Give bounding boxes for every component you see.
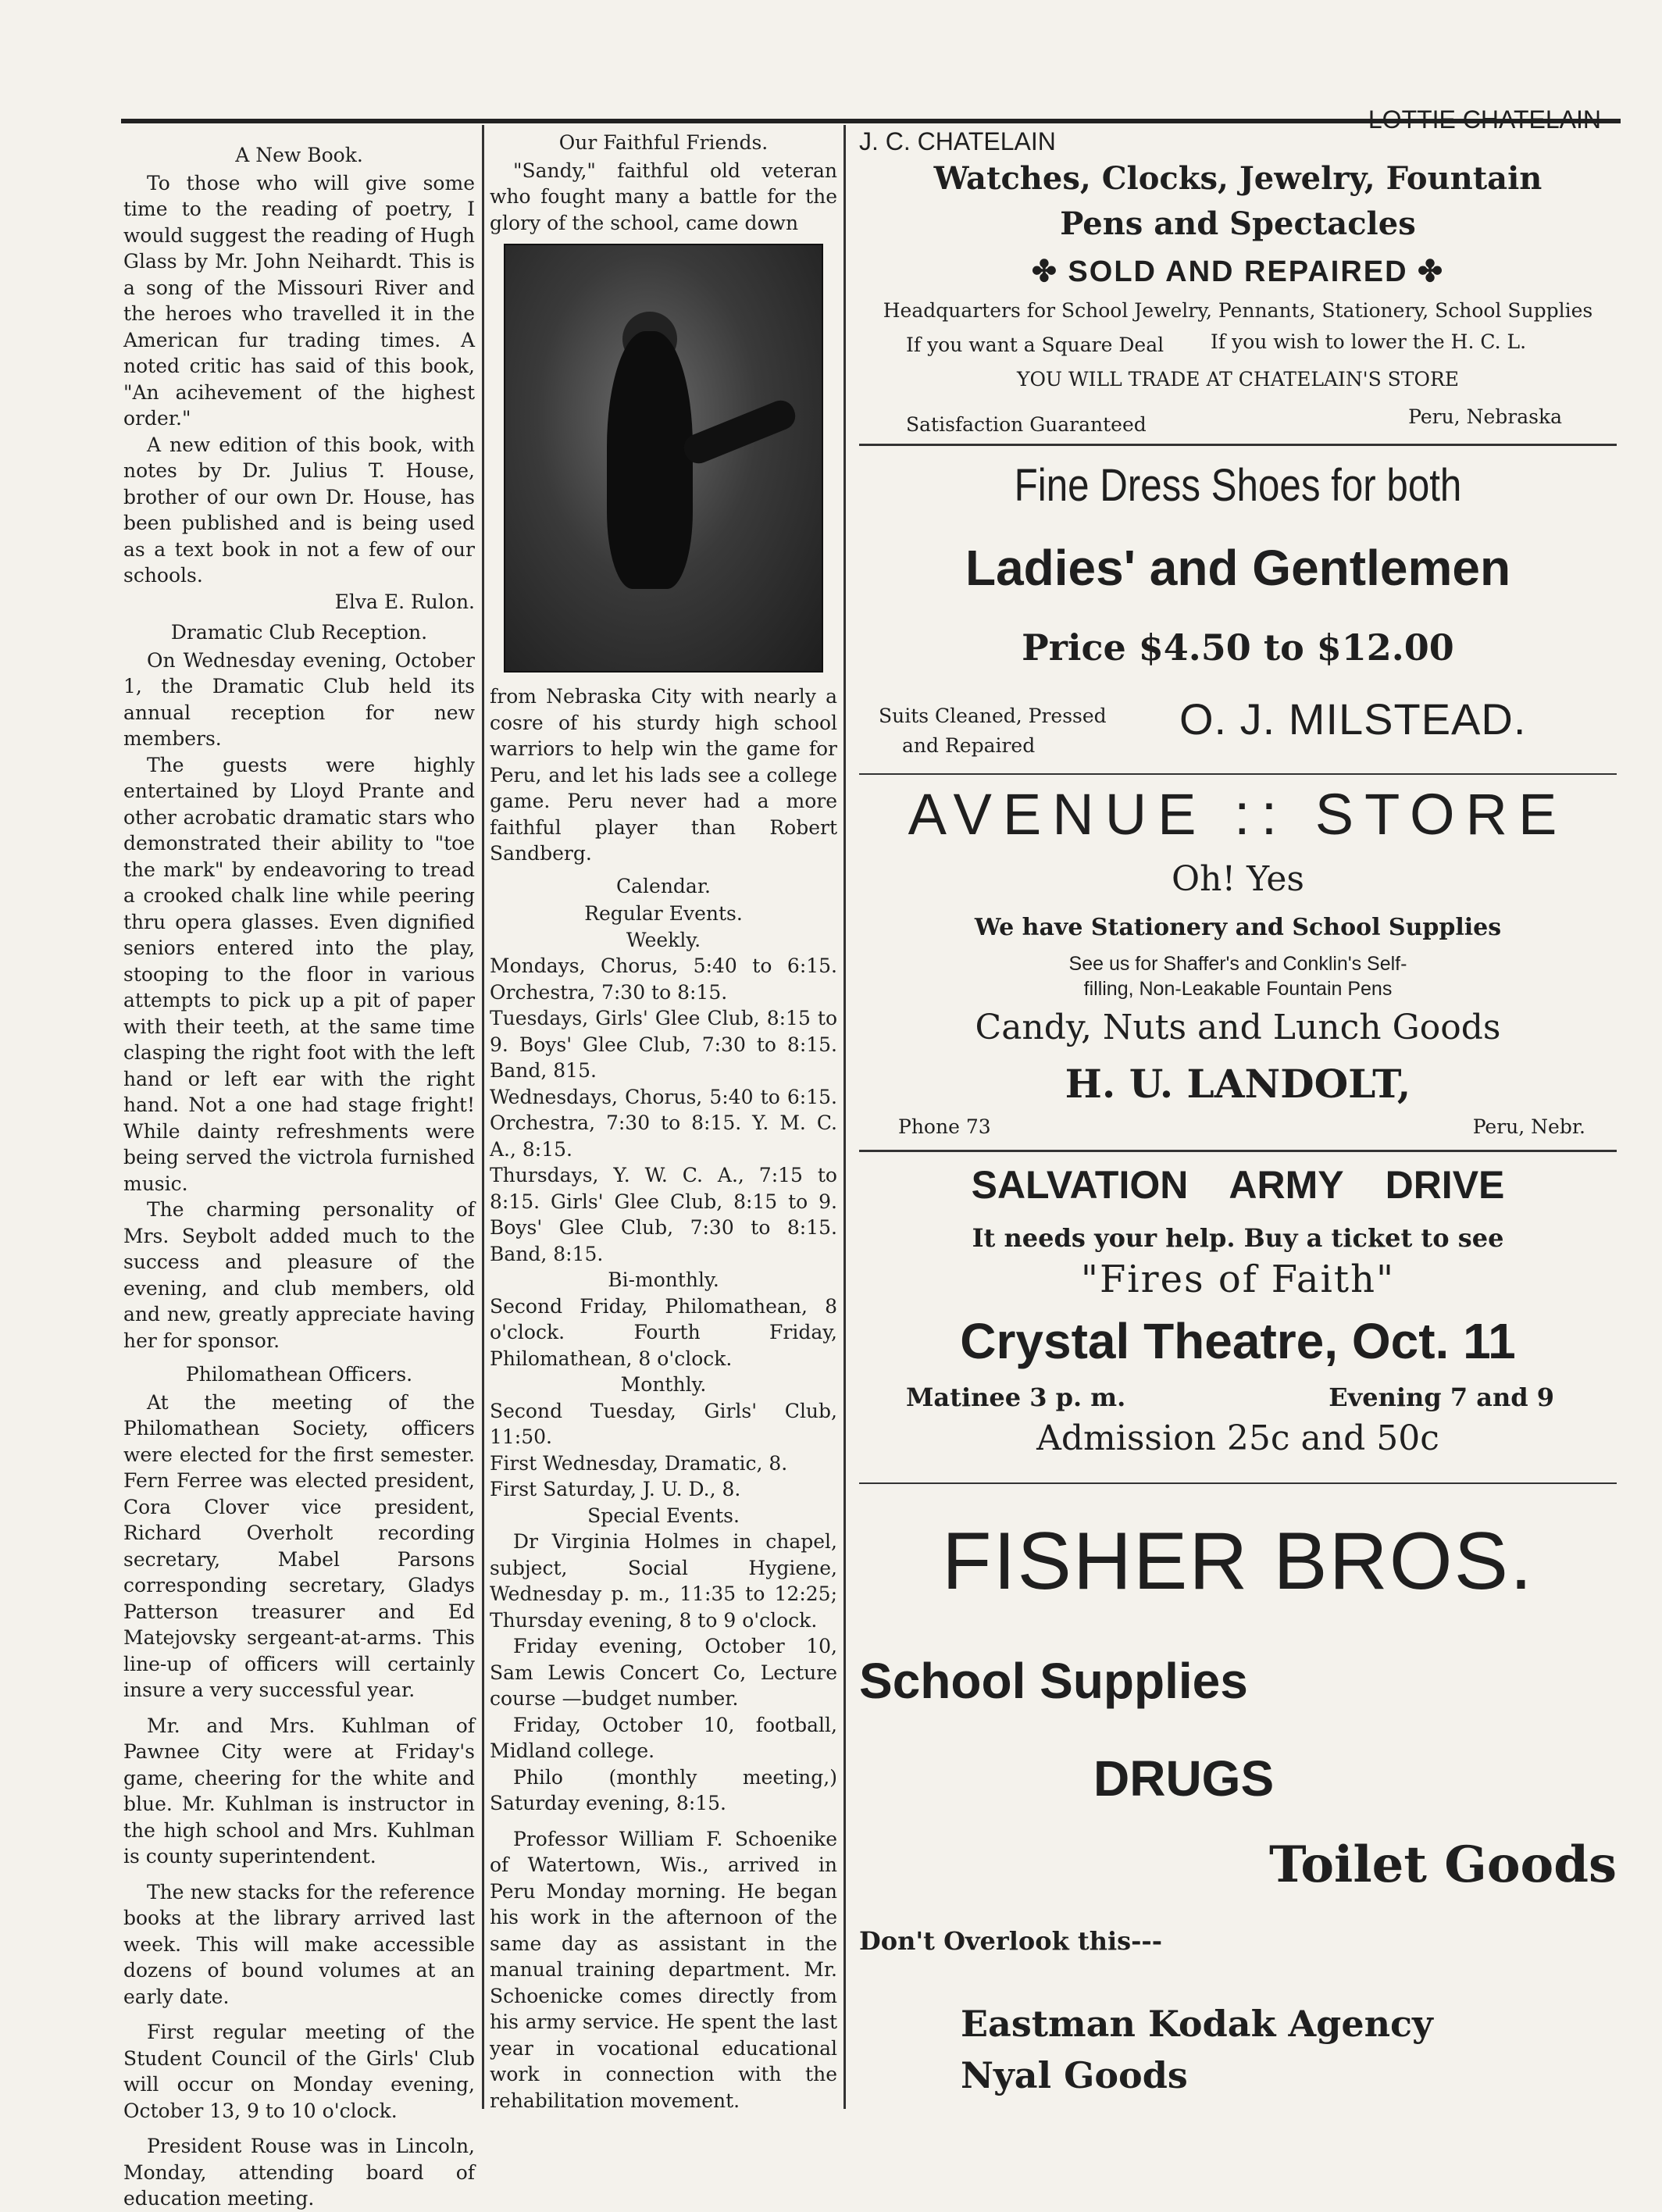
calendar-bimonthly: Bi-monthly. xyxy=(608,1268,719,1291)
fisher-title: FISHER BROS. xyxy=(942,1516,1534,1607)
chatelain-satisfaction: Satisfaction Guaranteed xyxy=(906,413,1147,436)
calendar-monthly-1: Second Tuesday, Girls' Club, 11:50. xyxy=(490,1399,837,1448)
chatelain-line-5b: If you wish to lower the H. C. L. xyxy=(1211,330,1527,353)
calendar-weekly: Weekly. xyxy=(626,928,701,951)
new-book-paragraph-1: To those who will give some time to the reading of poetry, I would suggest the reading of Hugh Glass by Mr. John Neihardt. This is a song of the Missouri River and the heroes who travelled it in the American fur trading times. A noted critic has said of this book, "An acihevement of the highest order." xyxy=(123,171,475,430)
chatelain-line-1: Watches, Clocks, Jewelry, Fountain xyxy=(933,160,1543,197)
photo-player-body xyxy=(607,331,693,589)
stacks-paragraph: The new stacks for the reference books at the library arrived last week. This will make accessible dozens of bound volumes at an early date. xyxy=(123,1880,475,2008)
salvation-theatre: Crystal Theatre, Oct. 11 xyxy=(960,1313,1516,1369)
philomathean-heading: Philomathean Officers. xyxy=(185,1363,413,1386)
shoes-suits-1: Suits Cleaned, Pressed xyxy=(879,705,1107,727)
friends-paragraph-2: from Nebraska City with nearly a cosre of his sturdy high school warriors to help win the game for Peru, and let his lads see a college game. Peru never had a more faithful player than Robert Sandberg. xyxy=(490,685,837,865)
fisher-nyal: Nyal Goods xyxy=(961,2054,1188,2096)
calendar-bimonthly-text: Second Friday, Philomathean, 8 o'clock. Fourth Friday, Philomathean, 8 o'clock. xyxy=(490,1294,837,1370)
dramatic-paragraph-1: On Wednesday evening, October 1, the Dramatic Club held its annual reception for new members. xyxy=(123,648,475,750)
calendar-mondays: Mondays, Chorus, 5:40 to 6:15. Orchestra, 7:30 to 8:15. xyxy=(490,954,837,1004)
avenue-oh-yes: Oh! Yes xyxy=(1172,859,1304,899)
column-divider-2 xyxy=(843,125,846,2109)
ad-divider-3 xyxy=(859,1150,1617,1152)
dramatic-heading: Dramatic Club Reception. xyxy=(170,621,428,644)
avenue-line-2: See us for Shaffer's and Conklin's Self-filling, Non-Leakable Fountain Pens xyxy=(1068,953,1407,1000)
avenue-line-1: We have Stationery and School Supplies xyxy=(974,914,1502,941)
salvation-admission: Admission 25c and 50c xyxy=(1036,1418,1439,1458)
rouse-paragraph: President Rouse was in Lincoln, Monday, attending board of education meeting. xyxy=(123,2135,475,2210)
dramatic-paragraph-2: The guests were highly entertained by Lloyd Prante and other acrobatic dramatic stars who demonstrated their ability to "toe the mark" by endeavoring to tread a crooked chalk line while peering thru opera glasses. Even dignified seniors entered into the play, stooping to the floor in various attempts to pick up a pit of paper with their teeth, at the same time clasping the right foot with the left hand or left ear with the right hand. Not a one had stage fright! While dainty refreshments were being served the victrola furnished music. xyxy=(123,753,475,1195)
salvation-army-ad xyxy=(859,1156,1617,1476)
calendar-heading: Calendar. xyxy=(616,874,711,897)
football-player-photo xyxy=(504,244,823,673)
friends-paragraph-1: "Sandy," faithful old veteran who fought many a battle for the glory of the school, came down xyxy=(490,159,837,234)
ad-divider-4 xyxy=(859,1482,1617,1484)
fisher-school-supplies: School Supplies xyxy=(859,1653,1248,1709)
fisher-kodak: Eastman Kodak Agency xyxy=(961,2003,1433,2045)
calendar-wednesdays: Wednesdays, Chorus, 5:40 to 6:15. Orchestra, 7:30 to 8:15. Y. M. C. A., 8:15. xyxy=(490,1085,837,1161)
chatelain-line-4: Headquarters for School Jewelry, Pennants, Stationery, School Supplies xyxy=(883,299,1593,322)
calendar-special-4: Philo (monthly meeting,) Saturday evening, 8:15. xyxy=(490,1765,837,1814)
calendar-monthly: Monthly. xyxy=(620,1373,707,1396)
new-book-signature: Elva E. Rulon. xyxy=(334,590,475,613)
chatelain-line-3: ✤ SOLD AND REPAIRED ✤ xyxy=(1032,255,1444,288)
shoes-line-1: Fine Dress Shoes for both xyxy=(1014,460,1462,511)
chatelain-place: Peru, Nebraska xyxy=(1408,405,1562,428)
shoes-price: Price $4.50 to $12.00 xyxy=(1022,626,1454,669)
shoes-suits-2: and Repaired xyxy=(902,734,1036,757)
fisher-bros-ad xyxy=(859,1515,1617,2109)
chatelain-ad xyxy=(859,105,1617,441)
avenue-name: H. U. LANDOLT, xyxy=(1065,1061,1411,1107)
calendar-special-1: Dr Virginia Holmes in chapel, subject, Social Hygiene, Wednesday p. m., 11:35 to 12:25; Thursday evening, 8 to 9 o'clock. xyxy=(490,1530,837,1632)
salvation-title: SALVATION ARMY DRIVE xyxy=(971,1163,1505,1207)
calendar-thursdays: Thursdays, Y. W. C. A., 7:15 to 8:15. Girls' Glee Club, 8:15 to 9. Boys' Glee Club, 7:30 to 8:15. Band, 8:15. xyxy=(490,1164,837,1265)
ad-divider-1 xyxy=(859,444,1617,446)
column-1 xyxy=(123,142,475,2212)
avenue-place: Peru, Nebr. xyxy=(1472,1115,1585,1138)
dramatic-paragraph-3: The charming personality of Mrs. Seybolt added much to the success and pleasure of the evening, and club members, old and new, greatly appreciate having her for sponsor. xyxy=(123,1198,475,1352)
column-divider-1 xyxy=(482,125,484,2109)
chatelain-right-name: LOTTIE CHATELAIN xyxy=(1368,105,1601,134)
philomathean-paragraph: At the meeting of the Philomathean Society, officers were elected for the first semester. Fern Ferree was elected president, Cora Clover vice president, Richard Overholt recording secretary, Mabel Parsons corresponding secretary, Gladys Patterson treasurer and Ed Matejovsky sergeant-at-arms. This line-up of officers will certainly insure a very successful year. xyxy=(123,1390,475,1701)
milstead-ad xyxy=(859,453,1617,765)
avenue-candy: Candy, Nuts and Lunch Goods xyxy=(975,1008,1501,1047)
calendar-monthly-3: First Saturday, J. U. D., 8. xyxy=(490,1478,741,1500)
column-2 xyxy=(490,130,837,2114)
salvation-line-1: It needs your help. Buy a ticket to see xyxy=(972,1223,1504,1253)
avenue-phone: Phone 73 xyxy=(898,1115,991,1138)
calendar-special-3: Friday, October 10, football, Midland college. xyxy=(490,1713,837,1762)
new-book-heading: A New Book. xyxy=(235,144,363,166)
ad-divider-2 xyxy=(859,773,1617,775)
calendar-special: Special Events. xyxy=(587,1504,740,1527)
schoenike-paragraph: Professor William F. Schoenike of Watertown, Wis., arrived in Peru Monday morning. He began his work in the afternoon of the same day as assistant in the manual training department. Mr. Schoenicke comes directly from his army service. He spent the last year in vocational educational work in connection with the rehabilitation movement. xyxy=(490,1827,837,2112)
chatelain-line-6: YOU WILL TRADE AT CHATELAIN'S STORE xyxy=(1016,368,1460,391)
council-paragraph: First regular meeting of the Student Council of the Girls' Club will occur on Monday evening, October 13, 9 to 10 o'clock. xyxy=(123,2021,475,2122)
calendar-special-2: Friday evening, October 10, Sam Lewis Concert Co, Lecture course —budget number. xyxy=(490,1635,837,1710)
fisher-toilet-goods: Toilet Goods xyxy=(1269,1836,1617,1894)
chatelain-line-2: Pens and Spectacles xyxy=(1060,205,1416,242)
salvation-film: "Fires of Faith" xyxy=(1080,1258,1396,1301)
calendar-tuesdays: Tuesdays, Girls' Glee Club, 8:15 to 9. Boys' Glee Club, 7:30 to 8:15. Band, 815. xyxy=(490,1007,837,1082)
fisher-dont-overlook: Don't Overlook this--- xyxy=(859,1926,1162,1956)
new-book-paragraph-2: A new edition of this book, with notes by Dr. Julius T. House, brother of our own Dr. House, has been published and is being used as a text book in not a few of our schools. xyxy=(123,433,475,587)
calendar-monthly-2: First Wednesday, Dramatic, 8. xyxy=(490,1451,788,1475)
friends-heading: Our Faithful Friends. xyxy=(558,131,769,154)
avenue-store-ad xyxy=(859,781,1617,1148)
salvation-evening: Evening 7 and 9 xyxy=(1329,1382,1554,1412)
photo-player-leg xyxy=(679,396,799,467)
chatelain-left-name: J. C. CHATELAIN xyxy=(859,127,1056,155)
calendar-regular: Regular Events. xyxy=(584,902,743,925)
salvation-matinee: Matinee 3 p. m. xyxy=(906,1382,1126,1412)
milstead-name: O. J. MILSTEAD. xyxy=(1179,694,1527,744)
fisher-drugs: DRUGS xyxy=(1093,1750,1275,1807)
kuhlman-paragraph: Mr. and Mrs. Kuhlman of Pawnee City were at Friday's game, cheering for the white and blue. Mr. Kuhlman is instructor in the high school and Mrs. Kuhlman is county superintendent. xyxy=(123,1714,475,1868)
shoes-line-2: Ladies' and Gentlemen xyxy=(965,540,1511,596)
chatelain-line-5a: If you want a Square Deal xyxy=(906,334,1164,356)
avenue-title: AVENUE :: STORE xyxy=(908,782,1568,847)
